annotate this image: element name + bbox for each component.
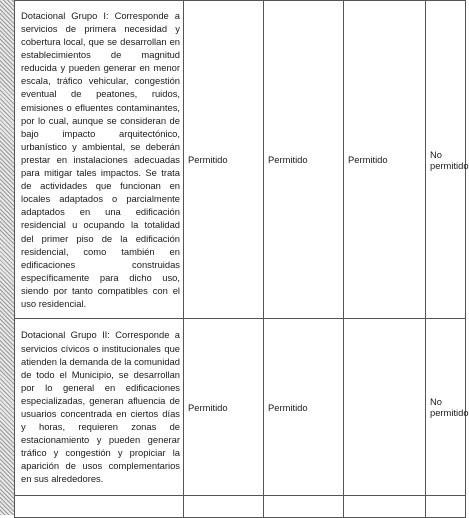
use-description: Dotacional Grupo II: Corresponde a servicios cívicos o institucionales que atienden la demanda de la comunidad de todo el Municipio, se desarrollan por lo general en edificaciones especializadas, generan afluencia de usuarios concentrada en ciertos días y horas, requieren zonas de estacionamiento y pueden generar tráfico y congestión y propiciar la aparición de usos complementarios en sus alrededores. (15, 319, 184, 496)
empty-cell (15, 496, 184, 518)
permission-cell: Permitido (344, 1, 426, 319)
table-row-empty (15, 496, 466, 518)
empty-cell (344, 496, 426, 518)
permission-cell: Permitido (264, 319, 344, 496)
permission-cell: No permitido (426, 319, 466, 496)
table-row-dotacional-grupo-1 (15, 1, 466, 319)
permission-cell: No permitido (426, 1, 466, 319)
use-description: Dotacional Grupo I: Corresponde a servicios de primera necesidad y cobertura local, que se desarrollan en establecimientos de magnitud reducida y pueden generar en menor escala, tráfico vehicular, congestión eventual de peatones, ruidos, emisiones o efluentes contaminantes, por lo cual, aunque se consideran de bajo impacto arquitectónico, urbanístico y ambiental, se deberán prestar en instalaciones adecuadas para mitigar tales impactos. Se trata de actividades que funcionan en locales adaptados o parcialmente adaptados en una edificación residencial u ocupando la totalidad del primer piso de la edificación residencial, como también en edificaciones construidas específicamente para dicho uso, siendo por tanto compatibles con el uso residencial. (15, 1, 184, 319)
empty-cell (426, 496, 466, 518)
permission-cell: Permitido (184, 319, 264, 496)
scan-edge-shading (0, 0, 14, 515)
land-use-table (14, 0, 469, 518)
empty-cell (184, 496, 264, 518)
permission-cell: Permitido (264, 1, 344, 319)
permission-cell (344, 319, 426, 496)
empty-cell (264, 496, 344, 518)
permission-cell: Permitido (184, 1, 264, 319)
table-row-dotacional-grupo-2 (15, 319, 466, 496)
